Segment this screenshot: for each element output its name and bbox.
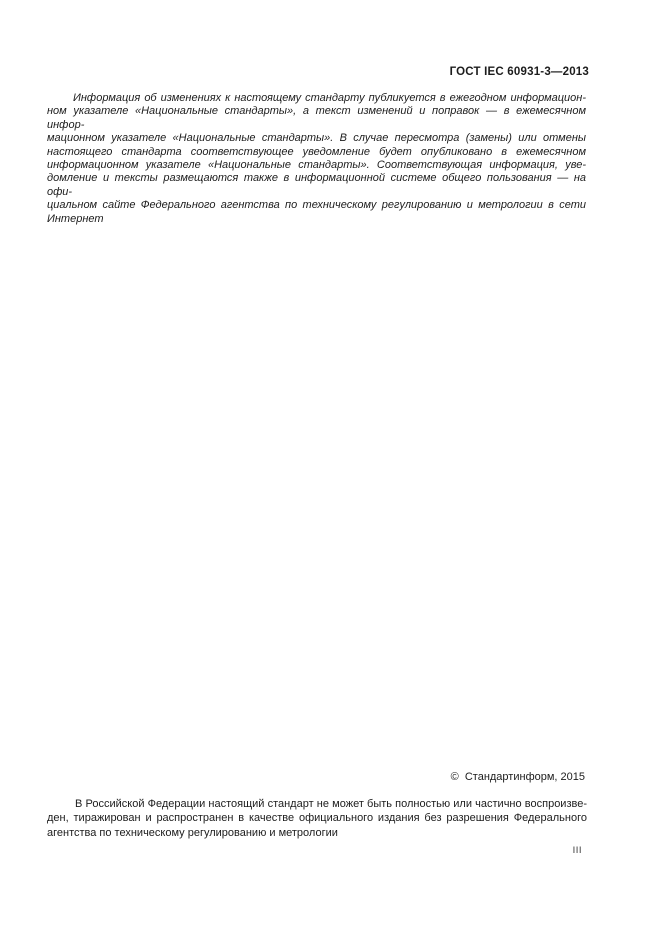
paragraph-line: циальном сайте Федерального агентства по техническому регулированию и метрологии в сети xyxy=(47,199,586,212)
document-header-title: ГОСТ IEC 60931-3—2013 xyxy=(449,66,589,78)
copyright-line: © Стандартинформ, 2015 xyxy=(450,771,585,783)
page-number: III xyxy=(572,845,582,856)
paragraph-line: домление и тексты размещаются также в информационной системе общего пользования — на офи- xyxy=(47,172,586,198)
paragraph-line: Информация об изменениях к настоящему стандарту публикуется в ежегодном информацион- xyxy=(73,92,586,104)
standard-info-paragraph xyxy=(47,92,586,226)
paragraph-line: информационном указателе «Национальные стандарты». Соответствующая информация, уве- xyxy=(47,159,586,172)
paragraph-line: агентства по техническому регулированию и метрологии xyxy=(47,826,338,839)
paragraph-line: мационном указателе «Национальные стандарты». В случае пересмотра (замены) или отмены xyxy=(47,132,586,145)
paragraph-line: настоящего стандарта соответствующее уведомление будет опубликовано в ежемесячном xyxy=(47,145,586,158)
paragraph-line: Интернет xyxy=(47,212,104,225)
paragraph-line: ден, тиражирован и распространен в качестве официального издания без разрешения Федерального xyxy=(47,812,587,825)
reproduction-notice-paragraph xyxy=(47,797,587,840)
paragraph-line: ном указателе «Национальные стандарты», а текст изменений и поправок — в ежемесячном инфор- xyxy=(47,105,586,131)
paragraph-line: В Российской Федерации настоящий стандарт не может быть полностью или частично воспроизве- xyxy=(75,798,587,810)
